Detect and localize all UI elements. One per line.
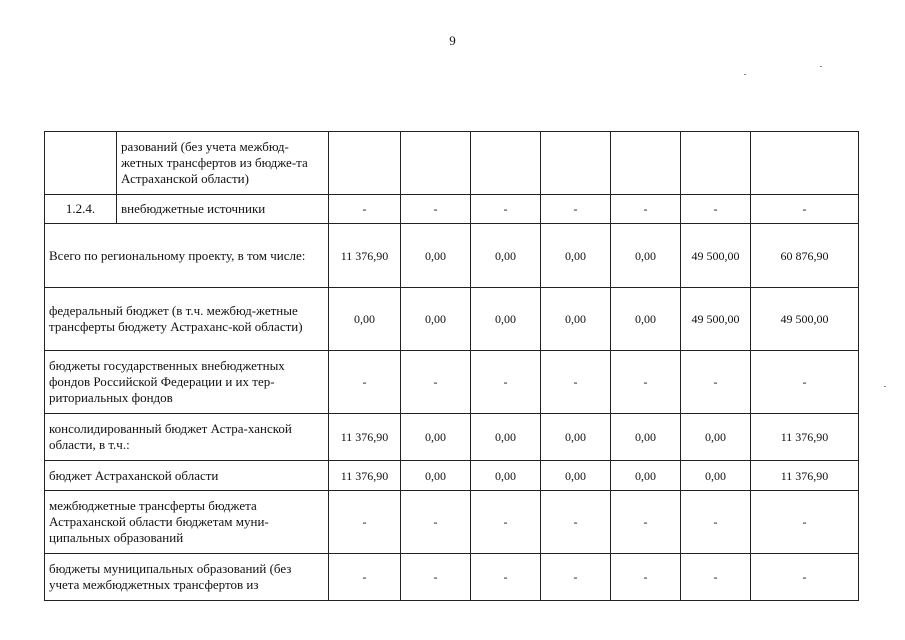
- table-body: [45, 132, 859, 601]
- row-label-cell: консолидированный бюджет Астра-ханской области, в т.ч.:: [45, 414, 329, 461]
- value-cell: 0,00: [541, 288, 611, 351]
- value-cell: 60 876,90: [751, 224, 859, 288]
- value-cell: -: [401, 351, 471, 414]
- value-cell: 0,00: [541, 461, 611, 491]
- budget-table: [44, 131, 859, 601]
- value-cell: 0,00: [401, 288, 471, 351]
- value-cell: 0,00: [471, 461, 541, 491]
- table-row: [45, 554, 859, 601]
- value-cell: 11 376,90: [751, 414, 859, 461]
- value-cell: -: [611, 554, 681, 601]
- value-cell: 0,00: [401, 224, 471, 288]
- value-cell: 0,00: [611, 414, 681, 461]
- row-label-cell: бюджет Астраханской области: [45, 461, 329, 491]
- value-cell: -: [471, 491, 541, 554]
- value-cell: [681, 132, 751, 195]
- value-cell: -: [681, 195, 751, 224]
- value-cell: -: [329, 351, 401, 414]
- value-cell: [329, 132, 401, 195]
- value-cell: -: [401, 195, 471, 224]
- row-label-cell: межбюджетные трансферты бюджета Астраханской области бюджетам муни-ципальных образований: [45, 491, 329, 554]
- value-cell: [401, 132, 471, 195]
- scan-speck: [820, 66, 822, 67]
- value-cell: -: [751, 351, 859, 414]
- table-row: [45, 351, 859, 414]
- value-cell: -: [541, 491, 611, 554]
- value-cell: 11 376,90: [329, 414, 401, 461]
- value-cell: -: [751, 195, 859, 224]
- value-cell: -: [681, 351, 751, 414]
- value-cell: 0,00: [611, 288, 681, 351]
- value-cell: -: [329, 195, 401, 224]
- table-row: [45, 414, 859, 461]
- value-cell: -: [541, 554, 611, 601]
- value-cell: -: [329, 554, 401, 601]
- table-row: [45, 288, 859, 351]
- value-cell: -: [611, 491, 681, 554]
- value-cell: 0,00: [471, 288, 541, 351]
- value-cell: 0,00: [471, 414, 541, 461]
- value-cell: -: [471, 554, 541, 601]
- value-cell: 0,00: [541, 414, 611, 461]
- value-cell: [751, 132, 859, 195]
- value-cell: 11 376,90: [329, 461, 401, 491]
- table-row: [45, 491, 859, 554]
- row-label-cell: бюджеты муниципальных образований (без учета межбюджетных трансфертов из: [45, 554, 329, 601]
- value-cell: 0,00: [401, 414, 471, 461]
- row-label-cell: федеральный бюджет (в т.ч. межбюд-жетные трансферты бюджету Астраханс-кой области): [45, 288, 329, 351]
- value-cell: -: [329, 491, 401, 554]
- value-cell: 11 376,90: [329, 224, 401, 288]
- row-code-cell: [45, 132, 117, 195]
- value-cell: 0,00: [329, 288, 401, 351]
- value-cell: 0,00: [681, 414, 751, 461]
- scan-speck: [884, 386, 886, 387]
- scan-speck: [744, 74, 746, 75]
- value-cell: -: [751, 554, 859, 601]
- value-cell: 49 500,00: [681, 288, 751, 351]
- value-cell: -: [541, 351, 611, 414]
- value-cell: -: [681, 491, 751, 554]
- value-cell: 49 500,00: [751, 288, 859, 351]
- value-cell: -: [541, 195, 611, 224]
- row-label-cell: Всего по региональному проекту, в том числе:: [45, 224, 329, 288]
- value-cell: -: [401, 554, 471, 601]
- row-label-cell: внебюджетные источники: [117, 195, 329, 224]
- page-number: 9: [449, 33, 456, 48]
- table-row: [45, 224, 859, 288]
- value-cell: [471, 132, 541, 195]
- value-cell: 0,00: [471, 224, 541, 288]
- value-cell: 0,00: [541, 224, 611, 288]
- table-row: [45, 461, 859, 491]
- row-code-cell: 1.2.4.: [45, 195, 117, 224]
- row-label-cell: разований (без учета межбюд-жетных трансфертов из бюдже-та Астраханской области): [117, 132, 329, 195]
- value-cell: -: [471, 195, 541, 224]
- value-cell: -: [471, 351, 541, 414]
- value-cell: 0,00: [401, 461, 471, 491]
- value-cell: [611, 132, 681, 195]
- value-cell: 11 376,90: [751, 461, 859, 491]
- value-cell: -: [611, 351, 681, 414]
- value-cell: 0,00: [681, 461, 751, 491]
- row-label-cell: бюджеты государственных внебюджетных фондов Российской Федерации и их тер-риториальных фондов: [45, 351, 329, 414]
- value-cell: 0,00: [611, 461, 681, 491]
- value-cell: 49 500,00: [681, 224, 751, 288]
- value-cell: -: [751, 491, 859, 554]
- value-cell: -: [681, 554, 751, 601]
- value-cell: -: [401, 491, 471, 554]
- value-cell: -: [611, 195, 681, 224]
- table-row: [45, 195, 859, 224]
- value-cell: 0,00: [611, 224, 681, 288]
- table-row: [45, 132, 859, 195]
- value-cell: [541, 132, 611, 195]
